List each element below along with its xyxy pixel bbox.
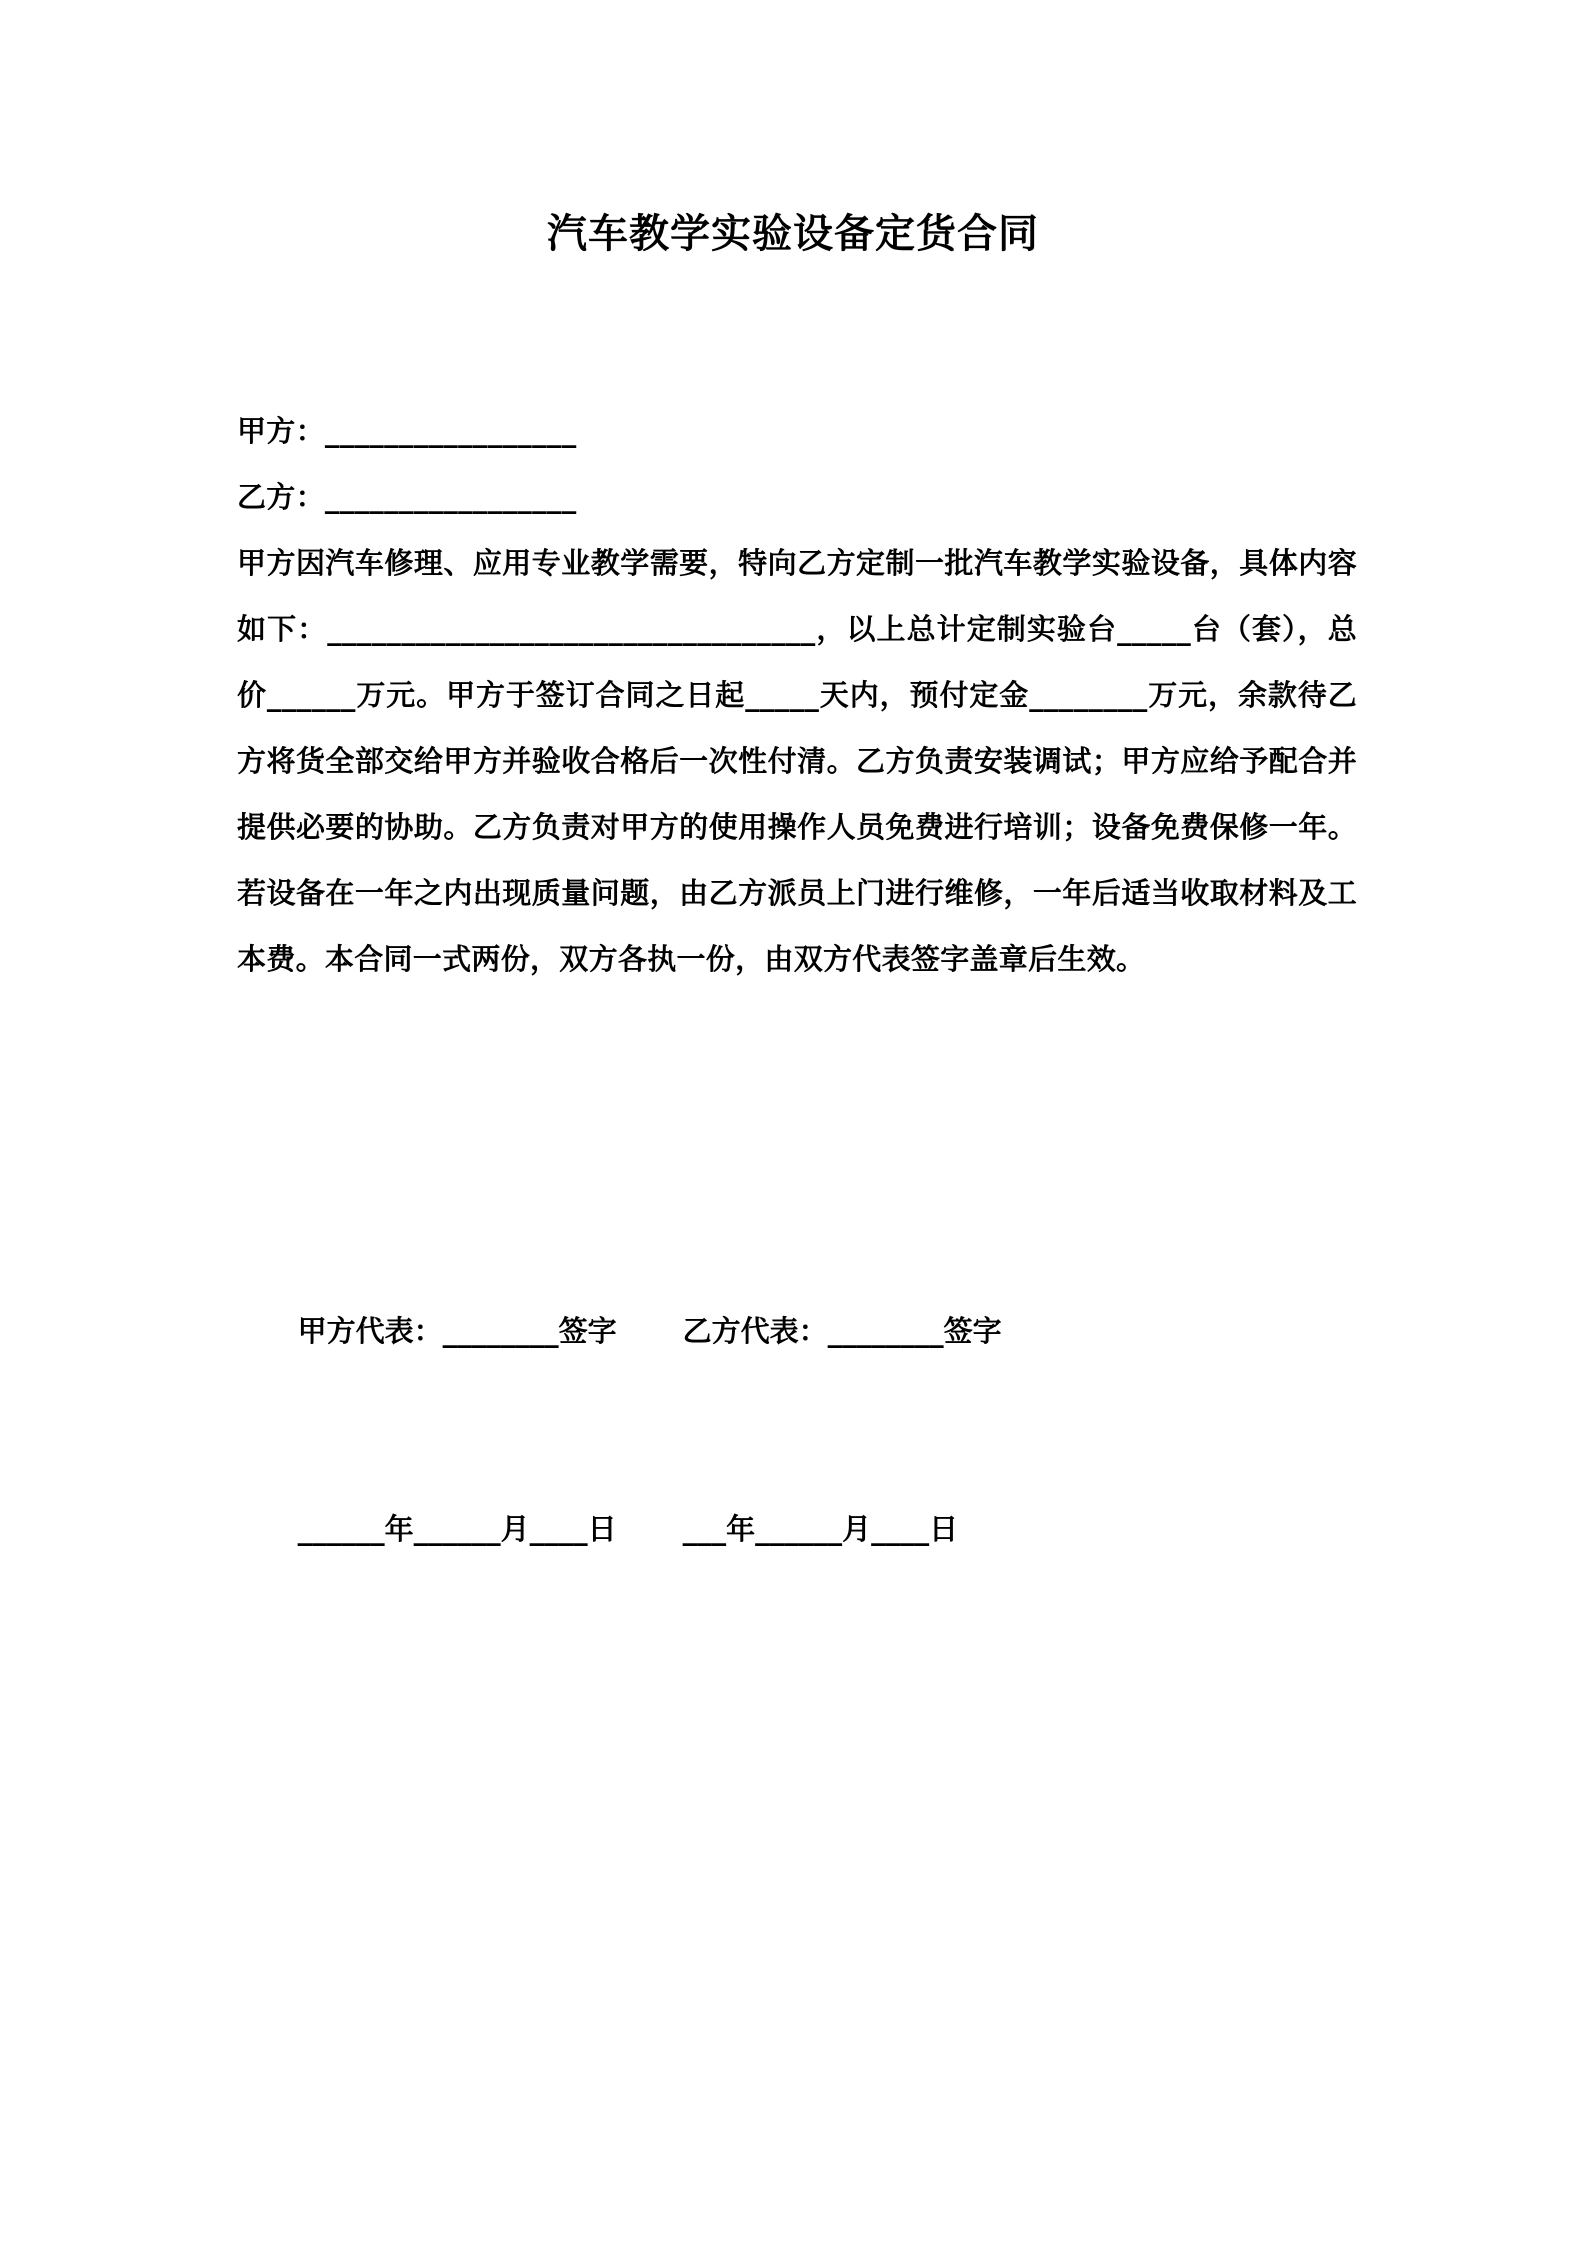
page-title: 汽车教学实验设备定货合同	[547, 211, 1039, 257]
contract-terms-paragraph: 甲方因汽车修理、应用专业教学需要，特向乙方定制一批汽车教学实验设备，具体内容如下：_________________________________，以上总计定制实验台_____台（套），总价______万元。甲方于签订合同之日起_____天内，预付定金________万元，余款待乙方将货全部交给甲方并验收合格后一次性付清。乙方负责安装调试；甲方应给予配合并提供必要的协助。乙方负责对甲方的使用操作人员免费进行培训；设备免费保修一年。若设备在一年之内出现质量问题，由乙方派员上门进行维修，一年后适当收取材料及工本费。本合同一式两份，双方各执一份，由双方代表签字盖章后生效。	[237, 546, 1357, 976]
signature-dates-row	[237, 1430, 1357, 1628]
party-b-signature-label: 乙方代表：________签字	[682, 1314, 1002, 1348]
signature-block	[237, 1232, 1357, 1628]
party-b-line: 乙方：_________________	[237, 480, 577, 514]
party-a-line: 甲方：_________________	[237, 414, 577, 448]
party-b-date-line: ___年______月____日	[682, 1512, 959, 1546]
signature-names-row	[237, 1232, 1357, 1430]
contract-body	[237, 398, 1357, 992]
party-a-date-line: ______年______月____日	[297, 1512, 617, 1546]
party-a-signature-label: 甲方代表：________签字	[297, 1314, 617, 1348]
